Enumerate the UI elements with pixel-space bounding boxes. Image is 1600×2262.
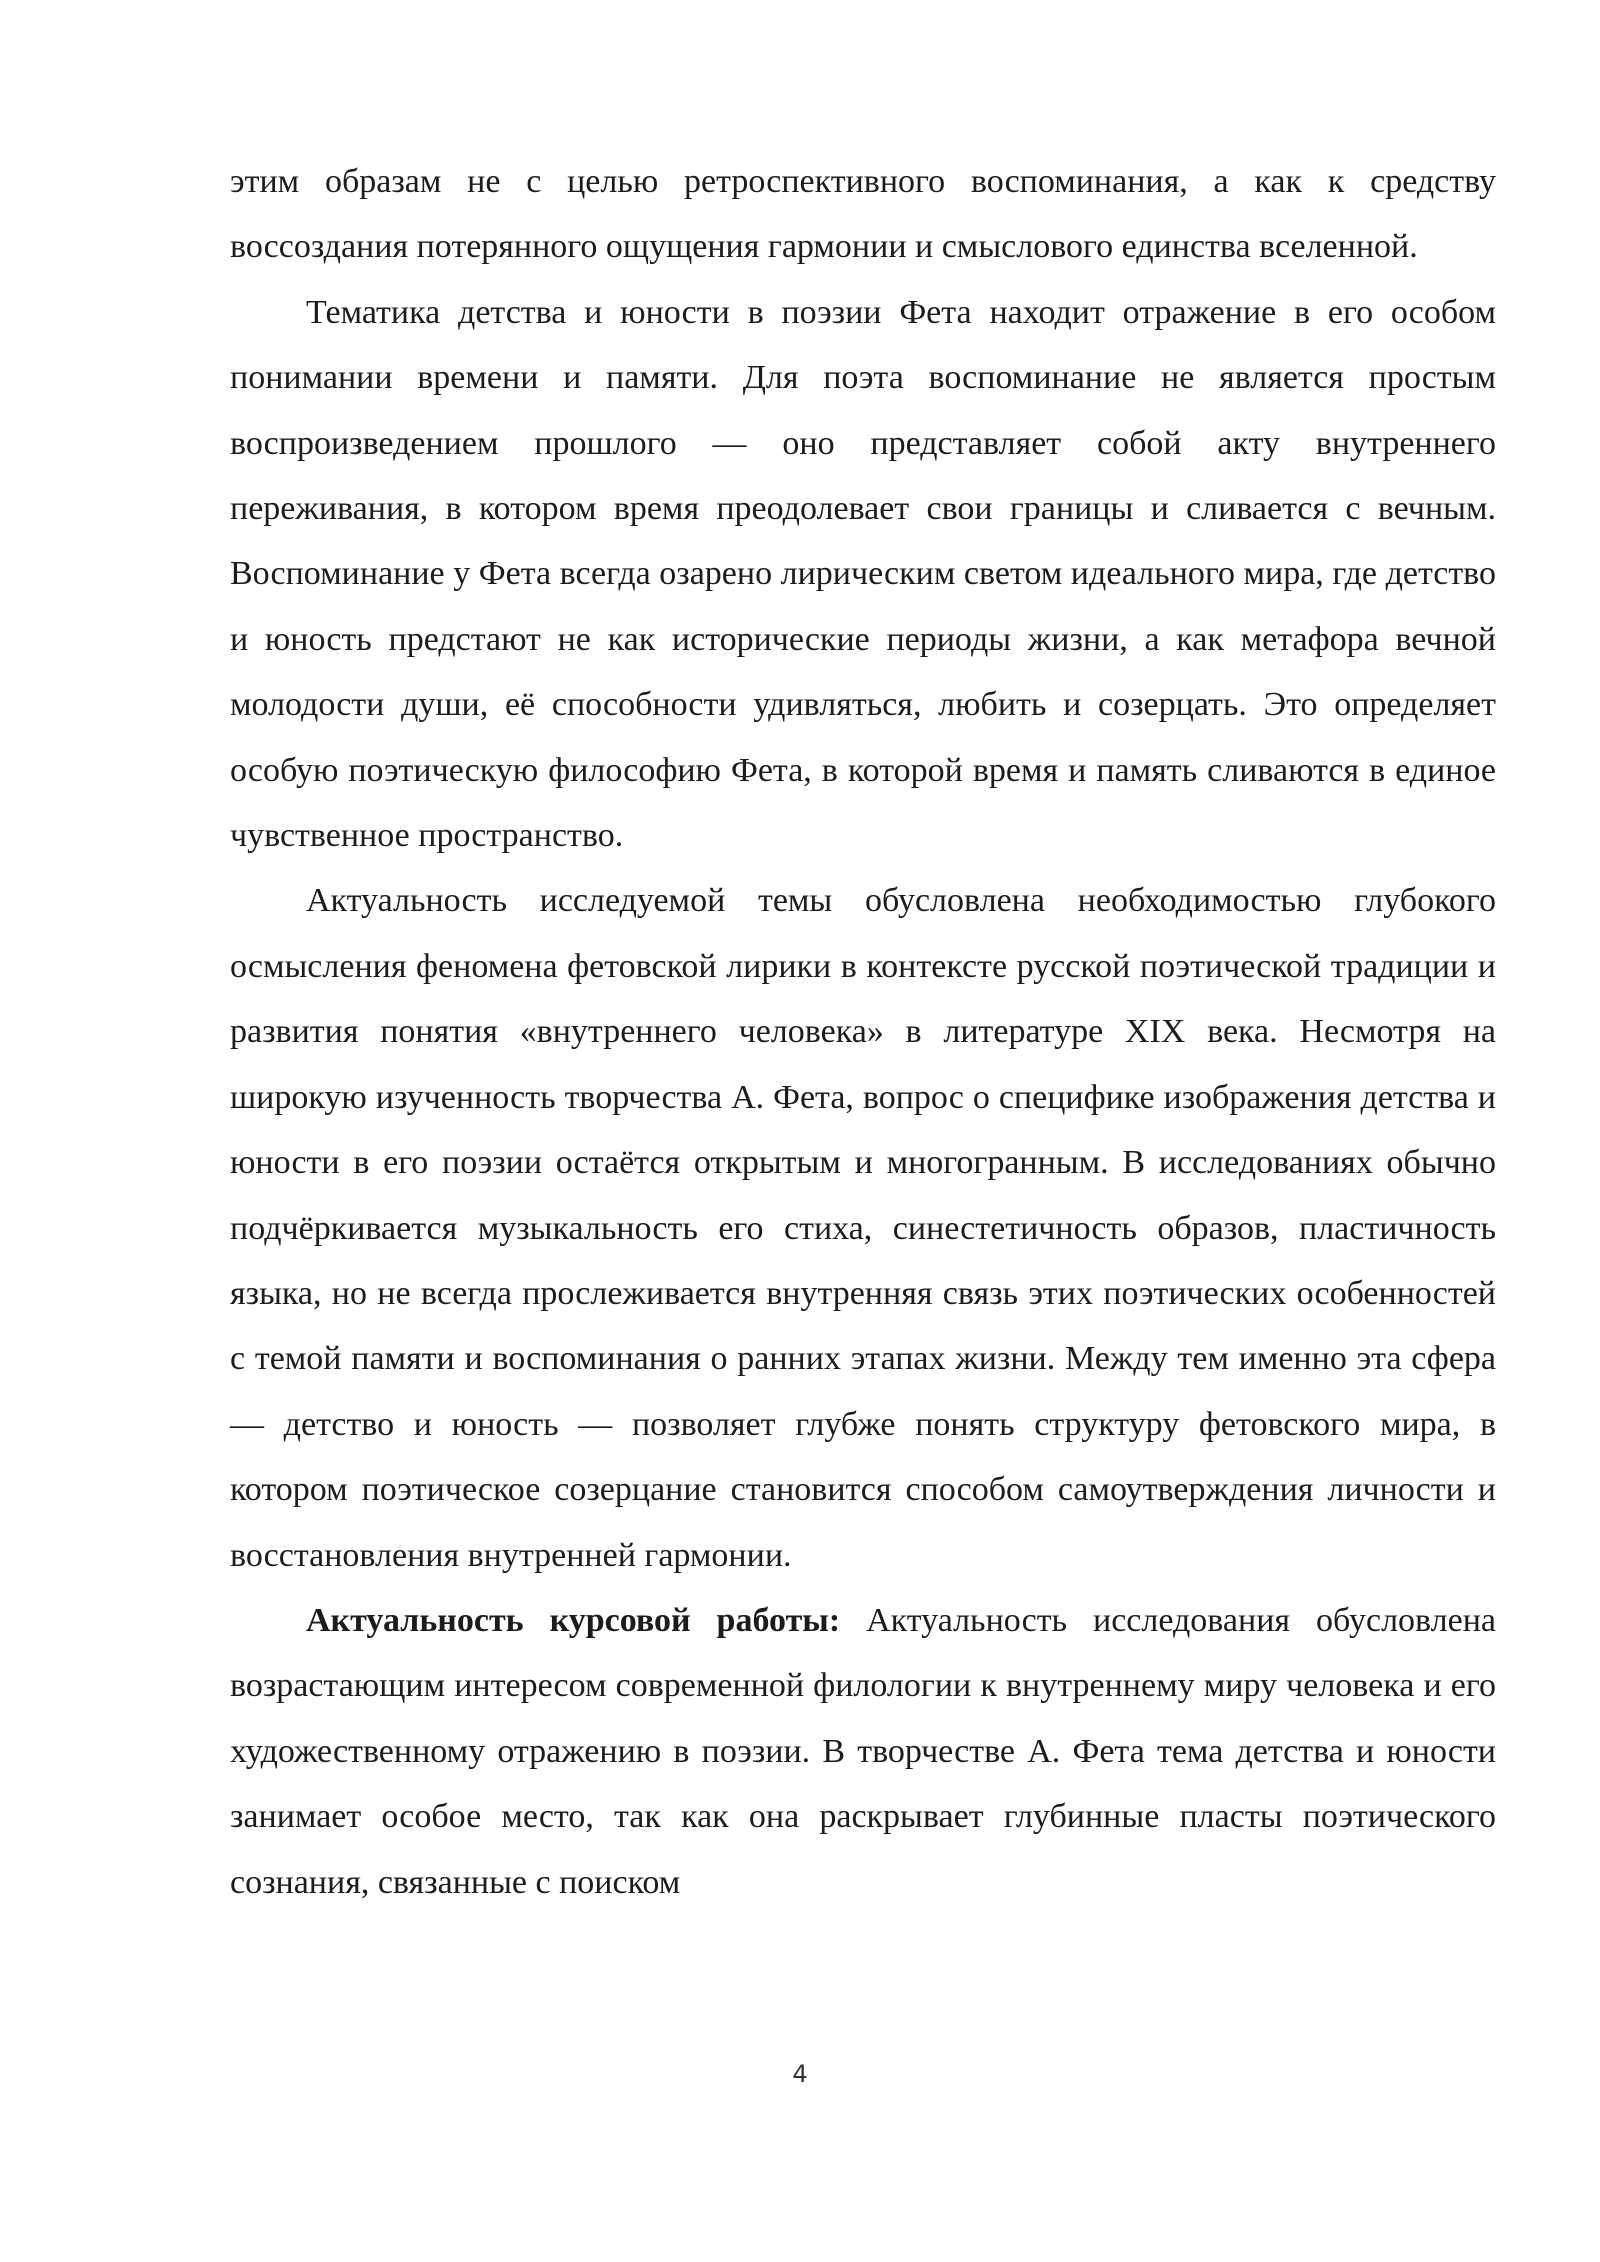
- body-text: [230, 149, 1496, 1915]
- paragraph-body: Актуальность исследования обусловлена возрастающим интересом современной филологии к внутреннему миру человека и его художественному отражению в поэзии. В творчестве А. Фета тема детства и юности занимает особое место, так как она раскрывает глубинные пласты поэтического сознания, связанные с поиском: [230, 1601, 1497, 1901]
- paragraph-lead-heading: Актуальность курсовой работы:: [306, 1601, 841, 1639]
- paragraph-continuation: этим образам не с целью ретроспективного воспоминания, а как к средству воссоздания потерянного ощущения гармонии и смыслового единства вселенной.: [230, 163, 1496, 266]
- paragraph-relevance: Актуальность исследуемой темы обусловлена необходимостью глубокого осмысления феномена фетовской лирики в контексте русской поэтической традиции и развития понятия «внутреннего человека» в литературе XIX века. Несмотря на широкую изученность творчества А. Фета, вопрос о специфике изображения детства и юности в его поэзии остаётся открытым и многогранным. В исследованиях обычно подчёркивается музыкальность его стиха, синестетичность образов, пластичность языка, но не всегда прослеживается внутренняя связь этих поэтических особенностей с темой памяти и воспоминания о ранних этапах жизни. Между тем именно эта сфера — детство и юность — позволяет глубже понять структуру фетовского мира, в котором поэтическое созерцание становится способом самоутверждения личности и восстановления внутренней гармонии.: [230, 882, 1496, 1574]
- paragraph-coursework-relevance: [230, 1588, 1496, 1915]
- page-number: 4: [792, 2060, 808, 2088]
- paragraph-theme: Тематика детства и юности в поэзии Фета находит отражение в его особом понимании времени и памяти. Для поэта воспоминание не является простым воспроизведением прошлого — оно представляет собой акту внутреннего переживания, в котором время преодолевает свои границы и сливается с вечным. Воспоминание у Фета всегда озарено лирическим светом идеального мира, где детство и юность предстают не как исторические периоды жизни, а как метафора вечной молодости души, её способности удивляться, любить и созерцать. Это определяет особую поэтическую философию Фета, в которой время и память сливаются в единое чувственное пространство.: [230, 293, 1496, 855]
